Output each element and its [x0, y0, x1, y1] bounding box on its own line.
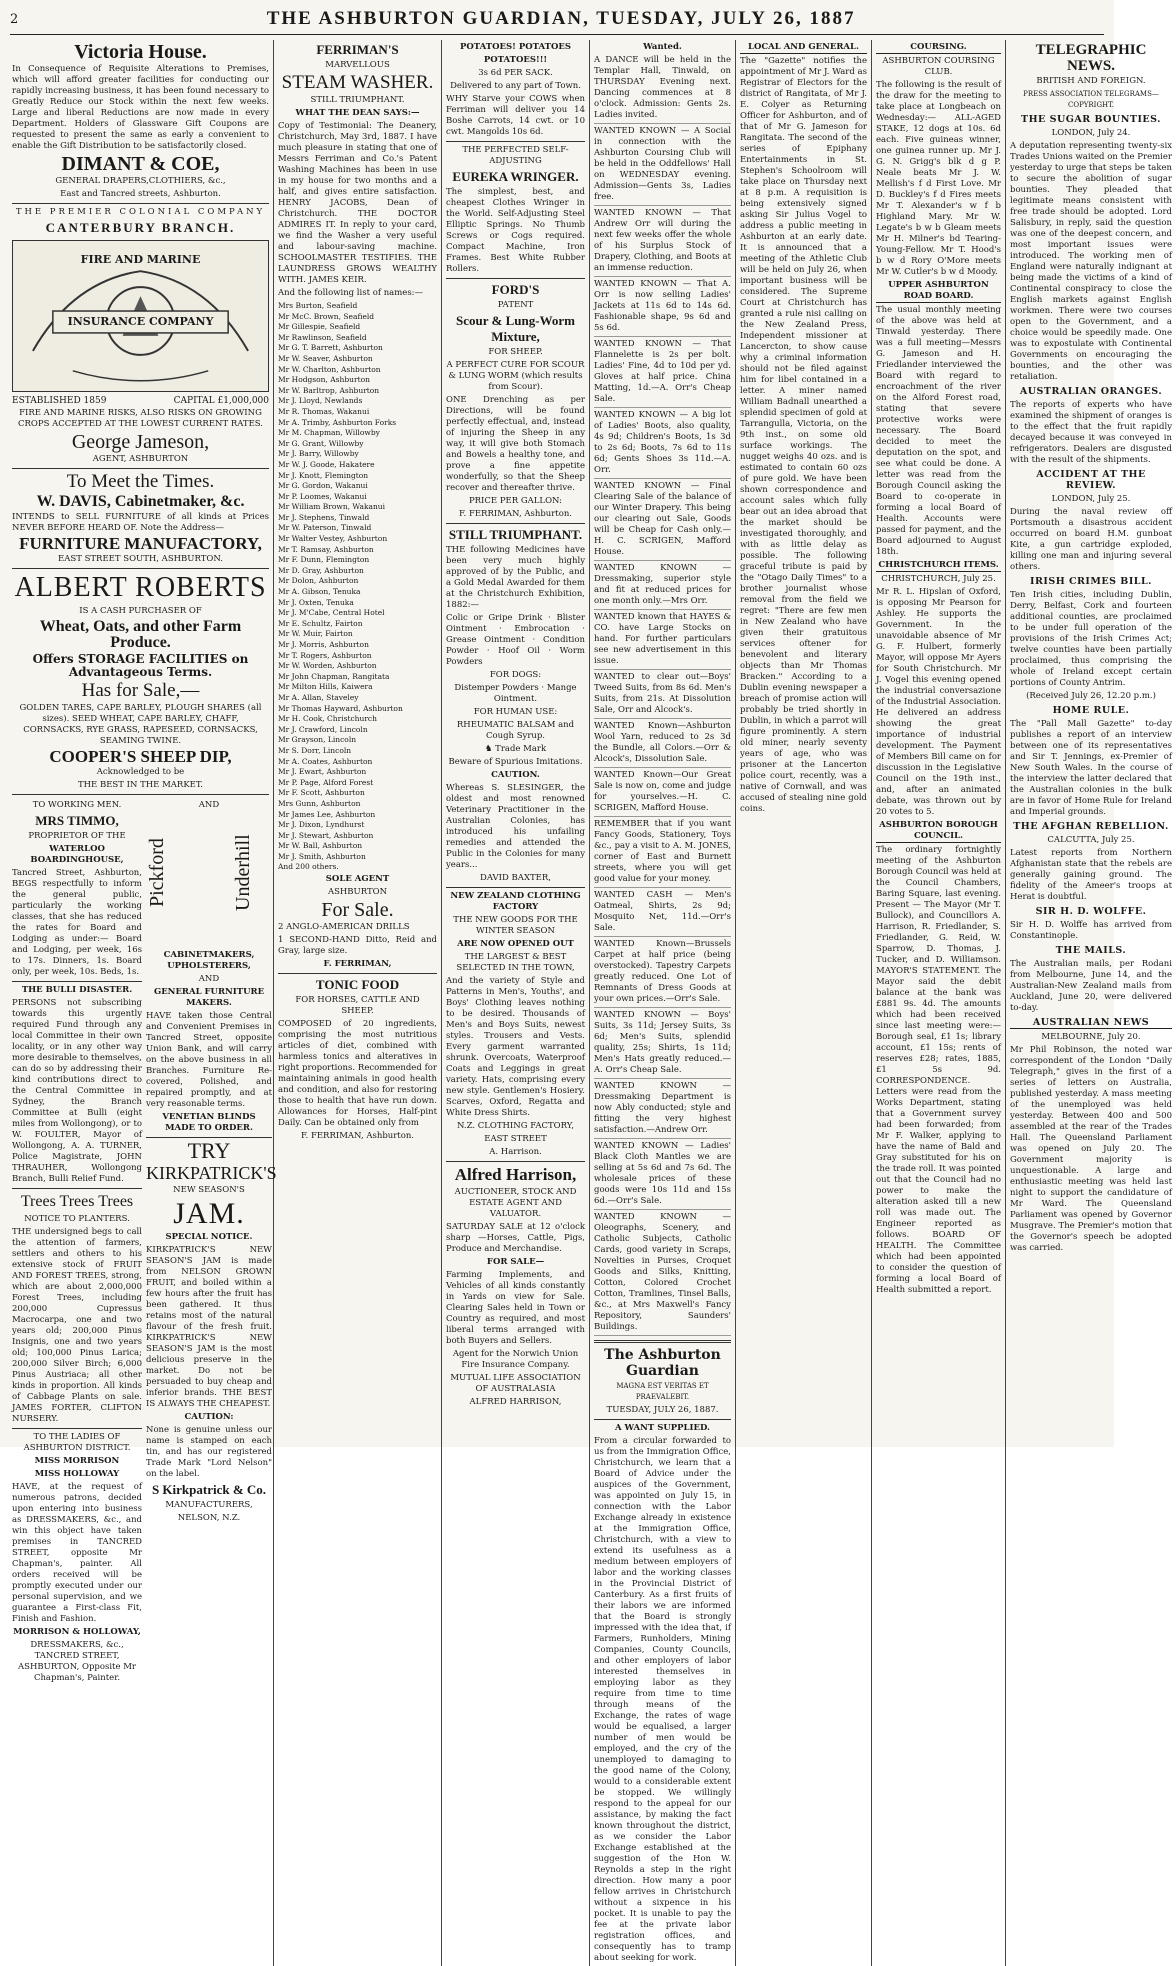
testimonial-name: Mr W. Barltrop, Ashburton — [278, 385, 380, 395]
caution-heading: CAUTION. — [491, 770, 540, 780]
testimonial-name: Mr W. Paterson, Tinwald — [278, 523, 372, 533]
trees-text: THE undersigned begs to call the attention of farmers, settlers and others to his extensive stock of FRUIT AND FOREST TREES, strong, which are about 2,000,000 Forest Trees, including 200,000 Cupressus Macrocarpa, one and two years old; 200,000 Pinus Insignis, one and two years old; 100,000 Pinus Larica; 200,000 Silver Birch; 6,000 Pinus Austriaca; all other kinds in proportion. All kinds of Cabbage Plants on sale. JAMES FORTER, CLIFTON NURSERY. — [12, 1227, 142, 1424]
column-2 — [274, 40, 442, 1966]
wanted-item: WANTED CASH — Men's Oatmeal, Shirts, 2s 9d; Mosquito Net, 11d.—Orr's Sale. — [594, 890, 731, 937]
divider — [446, 1161, 585, 1162]
london24-label: LONDON, July 24. — [1051, 128, 1131, 138]
divider — [594, 1419, 731, 1420]
aus-text: Mr Phil Robinson, the noted war correspondent of the London "Daily Telegraph," gives in the first of a series of letters on Australia, published yesterday. A mass meeting of the unemployed was held yesterday. Between 400 and 500 assembled at the rear of the Trades Hall. The Queensland Parliament was opened on July 20. The Government majority is unquestionable. A large and enthusiastic meeting was held last night to support the candidature of Mr Ward. The Queensland Parliament was opened by Governor Musgrave. The Premier's motion that the Governor's speech be adopted was carried. — [1010, 1045, 1172, 1253]
local-text: The "Gazette" notifies the appointment of Mr J. Ward as Registrar of Electors for the district of Rangitata, of Mr J. E. Colyer as Returning Officer for Ashburton, and of that of Mr G. Jameson for Rangitata. The second of the series of Epiphany Entertainments in St. Stephen's Schoolroom will take place on Thursday next at 8 p.m. A requisition is being extensively signed asking Sir Julius Vogel to address a public meeting in Ashburton at an early date. It is announced that a meeting of the Athletic Club will be held on July 26, when important business will be considered. The Supreme Court at Christchurch has granted a rule nisi calling on the New Zealand Press, Independent missioner at Lancercton, to show cause why a criminal information should not be filed against him for libel contained in a letter. A miner named William Badnall unearthed a splendid specimen of gold at Tarrangulla, Victoria, on the 9th inst., on some old surface workings. The nugget weighs 40 ozs. and is estimated to contain 60 ozs of pure gold. We have been shown correspondence and account sales which fully bear out an idea abroad that the market should be investigated thoroughly, and with as little delay as possible. The following graceful tribute is paid by the "Otago Daily Times" to a brother journalist whose removal from the field we regret: "There are few men in New Zealand who have given their gratuitous services oftener for benevolent and literary objects than Mr Thomas Bracken." According to a Dublin evening newspaper a breach of promise action will probably be tried shortly in Dublin, in which a parrot will figure prominently. A stern old miner, nearly seventy years of age, who was prisoner at the Lancerton police court, recently, was a native of Cornwall, and was accused of stealing nine gold coins. — [740, 56, 867, 814]
premier-heading: THE PREMIER COLONIAL COMPANY — [15, 207, 266, 217]
perfected-label: THE PERFECTED SELF-ADJUSTING — [462, 145, 569, 166]
forsale-text: Farming Implements, and Vehicles of all kinds constantly in Yards on view for Sale. Clearing Sales held in Town or Country as required, and most liberal terms arranged with both Buyers and Sellers. — [446, 1270, 585, 1346]
dimant-name: DIMANT & COE, — [61, 153, 220, 175]
accident-text: During the naval review off Portsmouth a disastrous accident occurred on board H.M. gunboat Kite, a gun cartridge exploded, killing one man and injuring several others. — [1010, 507, 1172, 572]
testimonial-name: Mr J. Ewart, Ashburton — [278, 767, 367, 777]
wanted-item: WANTED KNOWN — Ladies' Black Cloth Mantles we are selling at 5s 6d and 7s 6d. The wholesale prices of these goods were 10s 11d and 15s 6d.—Orr's Sale. — [594, 1141, 731, 1210]
colic-text: Colic or Gripe Drink · Blister Ointment · Embrocation · Grease Ointment · Condition Powder · Hoof Oil · Worm Powders — [446, 613, 585, 667]
wolffe-text: Sir H. D. Wolffe has arrived from Constantinople. — [1010, 920, 1172, 941]
caution-text: Whereas S. SLESINGER, the oldest and most renowned Veterinary Practitioner in the Australian Colonies, has introduced his unfailing remedies and attended the Public in the Colonies for many years... — [446, 783, 585, 870]
horse-trademark-icon: ♞ — [484, 744, 493, 754]
testimonial-name: Mr W. Charlton, Ashburton — [278, 364, 381, 374]
received-label: (Received July 26, 12.20 p.m.) — [1026, 691, 1156, 701]
testimonial-name: Mr J. M'Cabe, Central Hotel — [278, 608, 385, 618]
cooper-sub: Acknowledged to be — [96, 767, 185, 777]
davidbaxter-name: DAVID BAXTER, — [480, 873, 551, 883]
testimonial-name: Mr Gillespie, Seafield — [278, 322, 361, 332]
column-4 — [590, 40, 736, 1966]
morrison-addr: DRESSMAKERS, &c., TANCRED STREET, ASHBURTON, Opposite Mr Chapman's, Painter. — [18, 1640, 136, 1683]
arenow-text: ARE NOW OPENED OUT — [457, 939, 574, 949]
borough-text: The ordinary fortnightly meeting of the Ashburton Borough Council was held at the Council Chambers, Baring Square, last evening. Present — The Mayor (Mr T. Bullock), and Councillors A. Harrison, R. Friedlander, S. Friedlander, G. Reid, W. Sparrow, D. Thomas, J. Tucker, and D. Williamson. MAYOR'S STATEMENT. The Mayor said the debit balance at the bank was £881 9s. 4d. The amounts which had been received since last meeting were:—Borough seal, £1 1s; library account, £1 15s; rents of reserves £28; rates, 1885, £1 5s 9d. CORRESPONDENCE. Letters were read from the Works Department, stating that a Government survey had been forwarded; from Mr F. Walker, applying to have the name of Bald and Gray substituted for his on the trade roll. It was pointed out that the Council had no power to make the alteration asked till a new roll was made out. The Engineer reported as follows. BOARD OF HEALTH. The Committee which had been appointed to consider the question of forming a local Board of Health submitted a report. — [876, 845, 1001, 1295]
special-heading: SPECIAL NOTICE. — [165, 1232, 253, 1242]
wanted-heading: Wanted. — [643, 42, 682, 52]
column-1-left — [12, 798, 142, 1686]
wanted-item: WANTED known that HAYES & CO. have Large Stocks on hand. For further particulars see new advertisement in this issue. — [594, 612, 731, 670]
testimonial-name: Mr G. T. Barrett, Ashburton — [278, 343, 383, 353]
wanted-list — [594, 55, 731, 1336]
testimonial-name: Mr J. Dixon, Lyndhurst — [278, 820, 365, 830]
tonic-text: COMPOSED of 20 ingredients, comprising the most nutritious articles of diet, combined with harmless tonics and alteratives in right proportions. Recommended for maintaining animals in good health and condition, and also for restoring those to health that have run down. Allowances for Horses, Half-pint Daily. Can be obtained only from — [278, 1019, 437, 1129]
stilli-heading: STILL TRIUMPHANT. — [448, 527, 583, 542]
fords-heading: FORD'S — [491, 282, 540, 297]
nz-heading: NEW ZEALAND CLOTHING FACTORY — [450, 891, 581, 912]
testimonial-name: Mr P. Loomes, Wakanui — [278, 491, 367, 501]
ausnews-heading: AUSTRALIAN NEWS — [1010, 1017, 1172, 1029]
guardian-title: The Ashburton Guardian — [604, 1347, 721, 1379]
testimonial-name: Mr James Lee, Ashburton — [278, 809, 376, 819]
testimonial-name: Mr F. Scott, Ashburton — [278, 788, 365, 798]
what-heading: WHAT THE DEAN SAYS:— — [295, 108, 420, 118]
ch-text: Mr R. L. Hipslan of Oxford, is opposing Mr Pearson for Ashley. He supports the Government. In the unavoidable absence of Mr G. F. Hulbert, formerly Mayor, will oppose Mr Ayers for South Christchurch. Mr J. Vogel this evening opened the industrial conversazione of the Industrial Association. He delivered an address showing the great importance of industrial development. The Payment of Members Bill came on for discussion in the Legislative Council on the 19th inst., and, after an animated debate, was thrown out by 20 votes to 5. — [876, 587, 1001, 817]
testimonial-name: Mr D. Gray, Ashburton — [278, 565, 364, 575]
wanted-item: WANTED KNOWN — Dressmaking, superior style and fit at reduced prices for one month only.—Mrs Orr. — [594, 563, 731, 610]
sole-agent: SOLE AGENT — [325, 874, 390, 885]
largest-text: THE LARGEST & BEST SELECTED IN THE TOWN, — [456, 952, 575, 973]
trade-mark — [446, 744, 585, 755]
and2-label: AND — [198, 974, 220, 984]
nzcf-name: N.Z. CLOTHING FACTORY, — [456, 1121, 575, 1131]
ch-date: CHRISTCHURCH, July 25. — [881, 574, 996, 584]
upper-text: The usual monthly meeting of the above was held at Tinwald yesterday. There was a full meeting—Messrs G. Jameson and H. Friedlander interviewed the Board with regard to encroachment of the river on the Alford Forest road, stating that severe protective works were necessary. The Board decided to meet the deputation on the spot, and see what could be done. A letter was read from the Borough Council asking the Board to co-operate in forming a local Board of Health. Accounts were passed for payment, and the Board adjourned to August 18th. — [876, 305, 1001, 557]
ladies-text: HAVE, at the request of numerous patrons, decided upon entering into business as DRESSMAKERS, &c., and win this object have taken premises in TANCRED STREET, opposite Mr Chapman's, painter. All orders received will be promptly executed under our personal supervision, and we guarantee a First-class Fit, Finish and Fashion. — [12, 1482, 142, 1624]
testimonial-name: Mr A. Gibson, Tenuka — [278, 587, 361, 597]
want-heading: A WANT SUPPLIED. — [615, 1423, 710, 1433]
divider — [12, 568, 269, 569]
timmo-text: Tancred Street, Ashburton, BEGS respectfully to inform the general public, particularly the working classes, that she has reduced the rates for Board and Lodging as under:— Board and Lodging, per week, 16s to 17s. Dinners, 1s. Board only, per week, 10s. Beds, 1s. — [12, 868, 142, 977]
seconds-text: 1 SECOND-HAND Ditto, Reid and Gray, large size. — [278, 935, 437, 957]
potatoes-heading-2: POTATOES!!! — [483, 55, 548, 65]
potatoes-delivered: Delivered to any part of Town. — [450, 81, 581, 91]
afghan-text: Latest reports from Northern Afghanistan state that the rebels are generally gaining ground. The fidelity of the Ameer's troops at Herat is doubtful. — [1010, 848, 1172, 902]
list-head: And the following list of names:— — [278, 288, 424, 298]
testimonial-name: Mr H. Cook, Christchurch — [278, 714, 377, 724]
masthead-title: THE ASHBURTON GUARDIAN, TUESDAY, JULY 26, 1887 — [266, 8, 856, 29]
coursing-heading: COURSING. — [876, 42, 1001, 54]
guardian-motto: MAGNA EST VERITAS ET PRAEVALEBIT. — [616, 1382, 709, 1401]
divider — [278, 973, 437, 974]
columns — [8, 40, 1172, 1963]
rheum-text: RHEUMATIC BALSAM and Cough Syrup. — [456, 720, 575, 741]
wanted-item: WANTED KNOWN — That Flannelette is 2s per bolt. Ladies' Fine, 4d to 10d per yd. Gloves at half price. China Matting, 1d.—A. Orr's Cheap Sale. — [594, 339, 731, 408]
testimonial-name: Mr J. Lloyd, Newlands — [278, 396, 363, 406]
capital: CAPITAL £1,000,000 — [173, 396, 269, 406]
forsale-label: FOR SALE— — [486, 1257, 545, 1267]
albert-name: ALBERT ROBERTS — [14, 572, 267, 603]
forman-label: FOR HUMAN USE: — [473, 707, 558, 717]
cooper-best: THE BEST IN THE MARKET. — [77, 780, 204, 790]
testimonial-name: Mrs Gunn, Ashburton — [278, 798, 361, 808]
fords-text: ONE Drenching as per Directions, will be found perfectly effectual, and, instead of injuring the Sheep in any way, it will give both Stomach and Bowels a healthy tone, and prove a fine appetite wonderfully, so that the Sheep recover and thereafter thrive. — [446, 395, 585, 493]
working-heading: TO WORKING MEN. — [32, 800, 122, 810]
oranges-heading: AUSTRALIAN ORANGES. — [1019, 386, 1163, 397]
general-heading: GENERAL FURNITURE MAKERS. — [153, 987, 265, 1008]
testimonial-name: Mr W. Worden, Ashburton — [278, 661, 377, 671]
victoria-text: In Consequence of Requisite Alterations to Premises, which will afford greater facilities for conducting our rapidly increasing business, it has been found necessary to Greatly Reduce our Stock within the next few weeks. Large and liberal Reductions are now made in every Department. Holders of Glassware Gift Coupons are requested to present the same as early a convenient to enable the Gift Distribution to be satisfactorily closed. — [12, 64, 269, 151]
meet-heading: To Meet the Times. — [66, 471, 215, 492]
cabinet-text: HAVE taken those Central and Convenient Premises in Tancred Street, opposite Union Bank, and will carry on the above business in all Branches. Furniture Re-covered, Polished, and repaired promptly, and at very reasonable terms. — [146, 1011, 272, 1109]
ferriman-heading: FERRIMAN'S — [316, 42, 399, 57]
tonic-heading: TONIC FOOD — [315, 977, 400, 993]
dimant-addr: East and Tancred streets, Ashburton. — [60, 189, 221, 199]
testimonial-name: Mr J. Morris, Ashburton — [278, 640, 369, 649]
aharrison-label: A. Harrison. — [489, 1147, 542, 1157]
testimonial-name: Mr R. Thomas, Wakanui — [278, 406, 370, 416]
divider — [446, 523, 585, 524]
testimonial-name: Mr A. Coates, Ashburton — [278, 756, 373, 766]
sugar-heading: THE SUGAR BOUNTIES. — [1021, 114, 1161, 125]
caution-text: None is genuine unless our name is stamped on each tin, and has our registered Trade Mark "Lord Nelson" on the label. — [146, 1425, 272, 1479]
afghan-heading: THE AFGHAN REBELLION. — [1013, 821, 1169, 832]
wanted-item: WANTED KNOWN — Boys' Suits, 3s 11d; Jersey Suits, 3s 6d; Men's Suits, splendid quality, 25s; Shirts, 1s 11d; Men's Hats greatly reduced.—A. Orr's Cheap Sale. — [594, 1010, 731, 1079]
underhill-name: Underhill — [232, 834, 254, 912]
divider — [594, 1340, 731, 1343]
testimonial-name: Mr J. Barry, Willowby — [278, 449, 359, 459]
sole-ashburton: ASHBURTON — [327, 887, 388, 898]
divider — [12, 468, 269, 469]
testimonial-name: Mrs Burton, Seafield — [278, 301, 358, 310]
nelson-label: NELSON, N.Z. — [177, 1513, 241, 1523]
testimonial-name: And 200 others. — [278, 862, 339, 872]
wanted-item: WANTED KNOWN — That Andrew Orr will during the next few weeks offer the whole of his Surplus Stock of Drapery, Clothing, and Boots at an immense reduction. — [594, 208, 731, 277]
testimonial-name: Mr J. Knott, Flemington — [278, 470, 369, 480]
fordogs-label: FOR DOGS: — [489, 670, 542, 680]
distemper-text: Distemper Powders · Mange Ointment. — [454, 683, 577, 704]
alfred2-name: ALFRED HARRISON, — [469, 1397, 562, 1407]
tonic-sub: FOR HORSES, CATTLE AND SHEEP. — [295, 995, 420, 1017]
tonic-name: F. FERRIMAN, Ashburton. — [300, 1131, 415, 1142]
patent-label: PATENT — [497, 300, 534, 310]
trees-sub: NOTICE TO PLANTERS. — [24, 1214, 130, 1224]
column-3 — [442, 40, 590, 1966]
saturday-text: SATURDAY SALE at 12 o'clock sharp —Horses, Cattle, Pigs, Produce and Merchandise. — [446, 1222, 585, 1254]
column-7 — [1006, 40, 1176, 1966]
morrison-name: MORRISON & HOLLOWAY, — [13, 1627, 141, 1637]
testimonial-name: Mr J. Crawford, Lincoln — [278, 724, 368, 734]
canterbury-heading: CANTERBURY BRANCH. — [45, 220, 236, 235]
testimonial-name: Mr W. Seaver, Ashburton — [278, 353, 373, 363]
holloway-heading: MISS HOLLOWAY — [34, 1469, 120, 1479]
testimonial-name: Mr W. J. Goode, Hakatere — [278, 459, 375, 469]
auctioneer-label: AUCTIONEER, STOCK AND ESTATE AGENT AND VALUATOR. — [454, 1187, 577, 1219]
still-label: STILL TRIUMPHANT. — [310, 95, 405, 105]
season-heading: NEW SEASON'S — [173, 1185, 245, 1195]
oranges-text: The reports of experts who have examined the shipment of oranges is to the effect that the fruit rapidly decayed because it was conveyed in refrigerators. Dealers are disgusted with the result of the shipments. — [1010, 400, 1172, 465]
british-label: BRITISH AND FOREIGN. — [1036, 76, 1146, 86]
cooper-heading: COOPER'S SHEEP DIP, — [49, 747, 232, 766]
insurance-logo — [12, 240, 269, 392]
divider — [446, 141, 585, 142]
melbourne-label: MELBOURNE, July 20. — [1041, 1032, 1141, 1042]
mails-heading: THE MAILS. — [1055, 945, 1127, 956]
wanted-item: WANTED KNOWN — Oleographs, Scenery, and Catholic Subjects, Catholic Cards, good variety in Scraps, Novelties in Purses, Croquet Goods and Silks, Knitting, Cotton, Colored Crochet Cotton, Tramlines, Tinsel Balls, &c., at Mrs Maxwell's Fancy Repository, Saunders' Buildings. — [594, 1212, 731, 1336]
homerule-heading: HOME RULE. — [1052, 705, 1130, 716]
wheat-heading: Wheat, Oats, and other Farm Produce. — [39, 618, 242, 651]
testimonial-name: Mr W. Muir, Fairton — [278, 629, 353, 639]
furniture-addr: EAST STREET SOUTH, ASHBURTON. — [58, 554, 223, 564]
anglo-text: 2 ANGLO-AMERICAN DRILLS — [278, 922, 410, 933]
davis-text: INTENDS to SELL FURNITURE of all kinds at Prices NEVER BEFORE HEARD OF. Note the Address— — [12, 512, 269, 533]
press-label: PRESS ASSOCIATION TELEGRAMS—COPYRIGHT. — [1023, 90, 1159, 109]
agent-text: Agent for the Norwich Union Fire Insurance Company. — [452, 1349, 579, 1370]
sk-name: S Kirkpatrick & Co. — [151, 1482, 267, 1497]
testimonial-name: Mr W. Ball, Ashburton — [278, 841, 363, 851]
column-5 — [736, 40, 872, 1966]
calcutta-label: CALCUTTA, July 25. — [1047, 835, 1135, 845]
kirkpatrick-heading: KIRKPATRICK'S — [146, 1163, 277, 1183]
testimonial-name: Mr T. Ramsay, Ashburton — [278, 544, 374, 554]
divider — [446, 278, 585, 279]
timmo-name: MRS TIMMO, — [35, 813, 119, 828]
trade-mark-label: Trade Mark — [495, 744, 547, 754]
testimonial-name: Mr Thomas Hayward, Ashburton — [278, 703, 403, 713]
venetian-text: VENETIAN BLINDS MADE TO ORDER. — [162, 1112, 256, 1133]
jameson-name: George Jameson, — [71, 431, 210, 453]
testimonial-name: Mr McC. Brown, Seafield — [278, 311, 375, 321]
accident-heading: ACCIDENT AT THE REVIEW. — [1036, 469, 1146, 491]
column-6 — [872, 40, 1006, 1966]
divider — [446, 887, 585, 888]
guardian-date: TUESDAY, JULY 26, 1887. — [606, 1405, 719, 1415]
newgoods-text: THE NEW GOODS FOR THE WINTER SEASON — [453, 915, 578, 936]
testimonial-name: Mr G. Gordon, Wakanui — [278, 481, 368, 491]
beware-text: Beware of Spurious Imitations. — [448, 757, 583, 767]
storage-text: Offers STORAGE FACILITIES on Advantageous Terms. — [32, 652, 249, 679]
testimonial-name: Mr Grayson, Lincoln — [278, 735, 357, 745]
divider — [12, 794, 269, 795]
eaststreet-label: EAST STREET — [484, 1134, 547, 1144]
testimonial-name: Mr A. Trimby, Ashburton Forks — [278, 417, 397, 427]
christchurch-heading: CHRISTCHURCH ITEMS. — [876, 560, 1001, 572]
sold-by: F. FERRIMAN, Ashburton. — [458, 509, 573, 519]
borough-heading: ASHBURTON BOROUGH COUNCIL. — [876, 820, 1001, 843]
local-heading: LOCAL AND GENERAL. — [740, 42, 867, 54]
sheep-text: WHY Starve your COWS when Ferriman will deliver you 14 Boshe Carrots, 14 cwt. or 10 cwt. Mangolds 10s 6d. — [446, 94, 585, 137]
jameson-sub: AGENT, ASHBURTON — [92, 454, 189, 464]
alfred-heading: Alfred Harrison, — [454, 1165, 577, 1184]
wanted-item: WANTED Known—Brussels Carpet at half price (being overstocked). Tapestry Carpets greatly reduced. One Lot of Remnants of Dress Goods at your own prices.—Orr's Sale. — [594, 939, 731, 1008]
wanted-item: REMEMBER that if you want Fancy Goods, Stationery, Toys &c., pay a visit to A. M. JONES, corner of East and Burnett streets, where you will get good value for your money. — [594, 819, 731, 888]
wanted-item: WANTED KNOWN — Final Clearing Sale of the balance of our Winter Drapery. This being our clearing out Sale, Goods will be Cheap for Cash only.—H. C. SCRIGEN, Mafford House. — [594, 481, 731, 561]
irish-heading: IRISH CRIMES BILL. — [1030, 576, 1152, 587]
testimonial-names — [278, 301, 437, 872]
testimonial-name: Mr M. Chapman, Willowby — [278, 428, 380, 438]
manuf-label: MANUFACTURERS, — [165, 1500, 253, 1510]
wanted-item: WANTED KNOWN — A Social in connection with the Ashburton Coursing Club will be held in the Oddfellows' Hall on WEDNESDAY evening. Admission—Gents 3s, Ladies free. — [594, 126, 731, 206]
bulli-heading: THE BULLI DISASTER. — [21, 985, 133, 995]
morrison-heading: MISS MORRISON — [34, 1456, 120, 1466]
and-label: AND — [198, 800, 220, 810]
upper-heading: UPPER ASHBURTON ROAD BOARD. — [876, 280, 1001, 303]
ff-name: F. FERRIMAN, — [323, 959, 392, 970]
testimonial-name: Mr Hodgson, Ashburton — [278, 375, 370, 385]
fire-text: FIRE AND MARINE RISKS, ALSO RISKS ON GROWING CROPS ACCEPTED AT THE LOWEST CURRENT RATES. — [17, 408, 263, 429]
potatoes-price: 3s 6d PER SACK. — [478, 68, 553, 78]
davis-name: W. DAVIS, Cabinetmaker, &c. — [36, 493, 245, 510]
establishment-row — [12, 396, 269, 406]
victoria-heading: Victoria House. — [74, 41, 207, 63]
ladies-heading: TO THE LADIES OF ASHBURTON DISTRICT. — [23, 1432, 131, 1453]
wanted-item: WANTED KNOWN — That A. Orr is now selling Ladies' Jackets at 11s 6d to 14s 6d. Fashionable shape, 9s 6d and 5s 6d. — [594, 279, 731, 337]
dimant-sub: GENERAL DRAPERS,CLOTHIERS, &c., — [55, 176, 226, 186]
caution-heading: CAUTION: — [184, 1412, 234, 1422]
special-text: KIRKPATRICK'S NEW SEASON'S JAM is made from NELSON GROWN FRUIT, and boiled within a few hours after the fruit has been gathered. It thus retains most of the natural flavour of the fresh fruit. KIRKPATRICK'S NEW SEASON'S JAM is the most delicious preserve in the market. Do not be persuaded to buy cheap and inferior brands. THE BEST IS ALWAYS THE CHEAPEST. — [146, 1245, 272, 1409]
mutual-text: MUTUAL LIFE ASSOCIATION OF AUSTRALASIA — [450, 1373, 581, 1394]
perfect-cure: A PERFECT CURE FOR SCOUR & LUNG WORM (which results from Scour). — [446, 360, 585, 392]
wanted-item: A DANCE will be held in the Templar Hall, Tinwald, on THURSDAY Evening next. Dancing commences at 8 o'clock. Admission: Gents 2s. Ladies invited. — [594, 55, 731, 124]
homerule-text: The "Pall Mall Gazette" to-day publishes a report of an interview between one of its representatives and Sir T. Jennings, ex-Premier of New South Wales. In the course of the interview the latter declared that the Australian colonies in the bulk are in favor of Home Rule for Ireland and Imperial grounds. — [1010, 719, 1172, 817]
try-heading: TRY — [187, 1138, 231, 1163]
sugar-text: A deputation representing twenty-six Trades Unions waited on the Premier yesterday to urge that steps be taken to secure the abolition of sugar bounties. They pleaded that legitimate means consistent with free trade should be adopted. Lord Salisbury, in reply, said the question was one of the deepest concern, and most important issues were introduced. The working men of England were naturally indignant at being made the victims of a kind of Continental conspiracy to close the English markets against English workmen. There were two courses open to the Government, and a choice would be speedily made. One was to expostulate with Continental Governments on encouraging the bounties, and the other was retaliation. — [1010, 141, 1172, 382]
washer-text: Copy of Testimonial: The Deanery, Christchurch, May 3rd, 1887. I have much pleasure in stating that one of Messrs Ferriman and Co.'s Patent Washing Machines has been in use in my house for two months and a half, and gives entire satisfaction. HENRY JACOBS, Dean of Christchurch. THE DOCTOR ADMIRES IT. In reply to your card, we find the Washer a very useful and labour-saving machine. SCHOOLMASTER TESTIFIES. THE LAUNDRESS GROWS WEALTHY WITH. JAMES KEIR. — [278, 121, 437, 285]
testimonial-name: Mr T. Rogers, Ashburton — [278, 650, 372, 660]
testimonial-name: Mr J. Smith, Ashburton — [278, 851, 366, 861]
eureka-heading: EUREKA WRINGER. — [452, 169, 579, 184]
wanted-item: WANTED KNOWN — Dressmaking Department is now Ably conducted; style and fitting the very highest satisfaction.—Andrew Orr. — [594, 1081, 731, 1139]
stilli-text: THE following Medicines have been very much highly approved of by the Public, and a Gold Medal Awarded for them at the Christchurch Exhibition, 1882:— — [446, 545, 585, 610]
wanted-item: WANTED KNOWN — A big lot of Ladies' Boots, also quality, 4s 9d; Children's Boots, 1s 3d to 2s 6d; Boots, 7s 6d to 11s 6d; Gents Shoes 3s 11d.—A. Orr. — [594, 410, 731, 479]
scour-heading: Scour & Lung-Worm Mixture, — [456, 313, 575, 344]
testimonial-name: Mr G. Grant, Willowby — [278, 438, 364, 448]
hasfor-text: GOLDEN TARES, CAPE BARLEY, PLOUGH SHARES (all sizes). SEED WHEAT, CAPE BARLEY, CHAFF, CORNSACKS, RYE GRASS, RAPESEED, CORNSACKS, SEAMING TWINE. — [19, 703, 262, 746]
forsale-heading: For Sale. — [321, 899, 394, 922]
cc-label: ASHBURTON COURSING CLUB. — [882, 56, 995, 77]
albert-sub: IS A CASH PURCHASER OF — [79, 606, 202, 616]
wanted-item: WANTED Known—Ashburton Wool Yarn, reduced to 2s 3d the Bundle, all Colors.—Orr & Alcock's, Dissolution Sale. — [594, 721, 731, 768]
testimonial-name: Mr William Brown, Wakanui — [278, 502, 386, 512]
jam-heading: JAM. — [173, 1197, 245, 1230]
wanted-item: WANTED Known—Our Great Sale is now on, come and judge for yourselves.—H. C. SCRIGEN, Mafford House. — [594, 770, 731, 817]
testimonial-name: Mr Walter Vestey, Ashburton — [278, 534, 388, 544]
column-1 — [8, 40, 277, 1966]
furniture-heading: FURNITURE MANUFACTORY, — [19, 534, 262, 553]
coursing-text: The following is the result of the draw for the meeting to take place at Longbeach on Wednesday:— ALL-AGED STAKE, 12 dogs at 10s. 6d each. Five guineas winner, one guinea runner up. Mr J. G. N. Grigg's blk d g P. Neale beats Mr J. W. Mellish's f d First Love. Mr D. Buckley's f d Fires meets Mr T. Alexander's w f b Highland Mary. Mr W. Legate's b w b Gleam meets Mr H. Milner's bd Tearing-Young-Fellow. Mr T. Hood's b w d Rory O'More meets Mr W. Cutler's b w d Moody. — [876, 80, 1001, 277]
testimonial-name: Mr Dolon, Ashburton — [278, 576, 359, 586]
hasfor-heading: Has for Sale,— — [81, 680, 200, 701]
wolffe-heading: SIR H. D. WOLFFE. — [1035, 906, 1147, 917]
potatoes-heading: POTATOES! POTATOES — [460, 42, 571, 52]
column-1-right — [146, 798, 277, 1686]
testimonial-name: Mr J. Stephens, Tinwald — [278, 512, 370, 522]
testimonial-name: Mr A. Allan, Staveley — [278, 692, 359, 702]
bulli-text: PERSONS not subscribing towards this urgently required Fund through any local Committee in their own locality, or in any other way more desirable to themselves, can do so by addressing their kind contributions direct to the Central Committee in Sydney, the Branch Committee at Bulli (eight miles from Wollongong), or to W. FOULTER, Mayor of Wollongong, A. A. TURNER, Police Magistrate, JOHN THRAUHER, Wollongong Branch, Bulli Relief Fund. — [12, 998, 142, 1184]
testimonial-name: Mr F. Dunn, Flemington — [278, 555, 370, 565]
want-text: From a circular forwarded to us from the Immigration Office, Christchurch, we learn that a Board of Advice under the auspices of the Government, was appointed on July 15, in connection with the Labor Exchange already in existence at the Immigration Office, Christchurch, with a view to extend its usefulness as a medium between employers of labor and the working classes in the Provincial District of Canterbury. As a first fruits of their labors we are informed that the Board is strongly impressed with the idea that, if Farmers, Runholders, Mining Companies, County Councils, and other employers of labor interested themselves in employing labor as they require from time to time through means of the Exchange, the rates of wage would be equalised, a larger number of men would be employed, and the cry of the unemployed to damaging to the good name of the Colony, would to a considerable extent be stopped. We willingly respond to the appeal for our assistance, by making the fact known throughout the district, as we consider the Labor Exchange established at the suggestion of the Hon W. Reynolds a step in the right direction. How many a poor fellow arrives in Christchurch without a sixpence in his pocket. It is unable to pay the fee at the private labor registration offices, and consequently has to tramp about seeking for work. — [594, 1436, 731, 1963]
divider — [12, 203, 269, 204]
testimonial-name: Mr John Chapman, Rangitata — [278, 671, 390, 681]
wanted-item: WANTED to clear out—Boys' Tweed Suits, from 8s 6d. Men's Suits, from 21s. At Dissolution Sale, Orr and Alcock's. — [594, 672, 731, 719]
trees-heading: Trees Trees Trees — [20, 1193, 134, 1210]
testimonial-name: Mr P. Page, Alford Forest — [278, 777, 374, 787]
telegraphic-heading: TELEGRAPHIC NEWS. — [1035, 42, 1147, 74]
mails-text: The Australian mails, per Rodani from Melbourne, June 14, and the Australian-New Zealand mails from Auckland, June 20, were delivered to-day. — [1010, 959, 1172, 1013]
london25-label: LONDON, July 25. — [1051, 494, 1131, 504]
testimonial-name: Mr S. Dorr, Lincoln — [278, 745, 352, 755]
pickford-name: Pickford — [146, 838, 168, 908]
column-1-split — [12, 798, 277, 1686]
page-number: 2 — [10, 11, 19, 27]
steam-heading: STEAM WASHER. — [281, 72, 434, 93]
nz-text: And the variety of Style and Patterns in Men's, Youths', and Boys' Clothing leaves nothing to be desired. Thousands of Men's and Boys Suits, newest styles. Trousers and Vests. Every garment warranted shrunk. Overcoats, Waterproof Coats and Leggings in great variety. Hats, comprising every new style. Gentlemen's Hosiery. Scarves, Oxford, Regatta and White Dress Shirts. — [446, 976, 585, 1118]
forsheep-label: FOR SHEEP. — [488, 347, 543, 357]
testimonial-name: Mr J. Oxten, Tenuka — [278, 597, 354, 607]
waterloo-name: WATERLOO BOARDINGHOUSE, — [30, 844, 124, 865]
eureka-text: The simplest, best, and cheapest Clothes Wringer in the World. Self-Adjusting Steel Elliptic Springs. No Thumb Screws or Cogs required. Compact Machine, Iron Frames. Best White Rubber Rollers. — [446, 187, 585, 274]
marvellous-label: MARVELLOUS — [325, 60, 390, 70]
divider — [12, 981, 142, 982]
established: ESTABLISHED 1859 — [12, 396, 107, 406]
logo-mid-text: INSURANCE COMPANY — [67, 315, 214, 328]
testimonial-name: Mr E. Schultz, Fairton — [278, 618, 363, 628]
pickford-underhill — [146, 798, 272, 948]
testimonial-name: Mr Milton Hills, Kaiwera — [278, 682, 373, 692]
cabinet-heading: CABINETMAKERS, UPHOLSTERERS, — [163, 950, 255, 971]
masthead — [10, 4, 1104, 35]
divider — [12, 1428, 142, 1429]
logo-top-text: FIRE AND MARINE — [80, 253, 201, 266]
testimonial-name: Mr Rawlinson, Seafield — [278, 332, 367, 342]
price-per: PRICE PER GALLON: — [468, 496, 563, 506]
irish-text: Ten Irish cities, including Dublin, Derry, Belfast, Cork and fourteen additional counties, are proclaimed to be under full operation of the provisions of the Irish Crimes Act; twelve counties have been partially proclaimed, thus comprising the whole of Ireland except certain portions of County Antrim. — [1010, 590, 1172, 688]
divider — [12, 1188, 142, 1189]
testimonial-name: Mr J. Stewart, Ashburton — [278, 830, 374, 840]
timmo-sub: PROPRIETOR OF THE — [28, 831, 126, 841]
